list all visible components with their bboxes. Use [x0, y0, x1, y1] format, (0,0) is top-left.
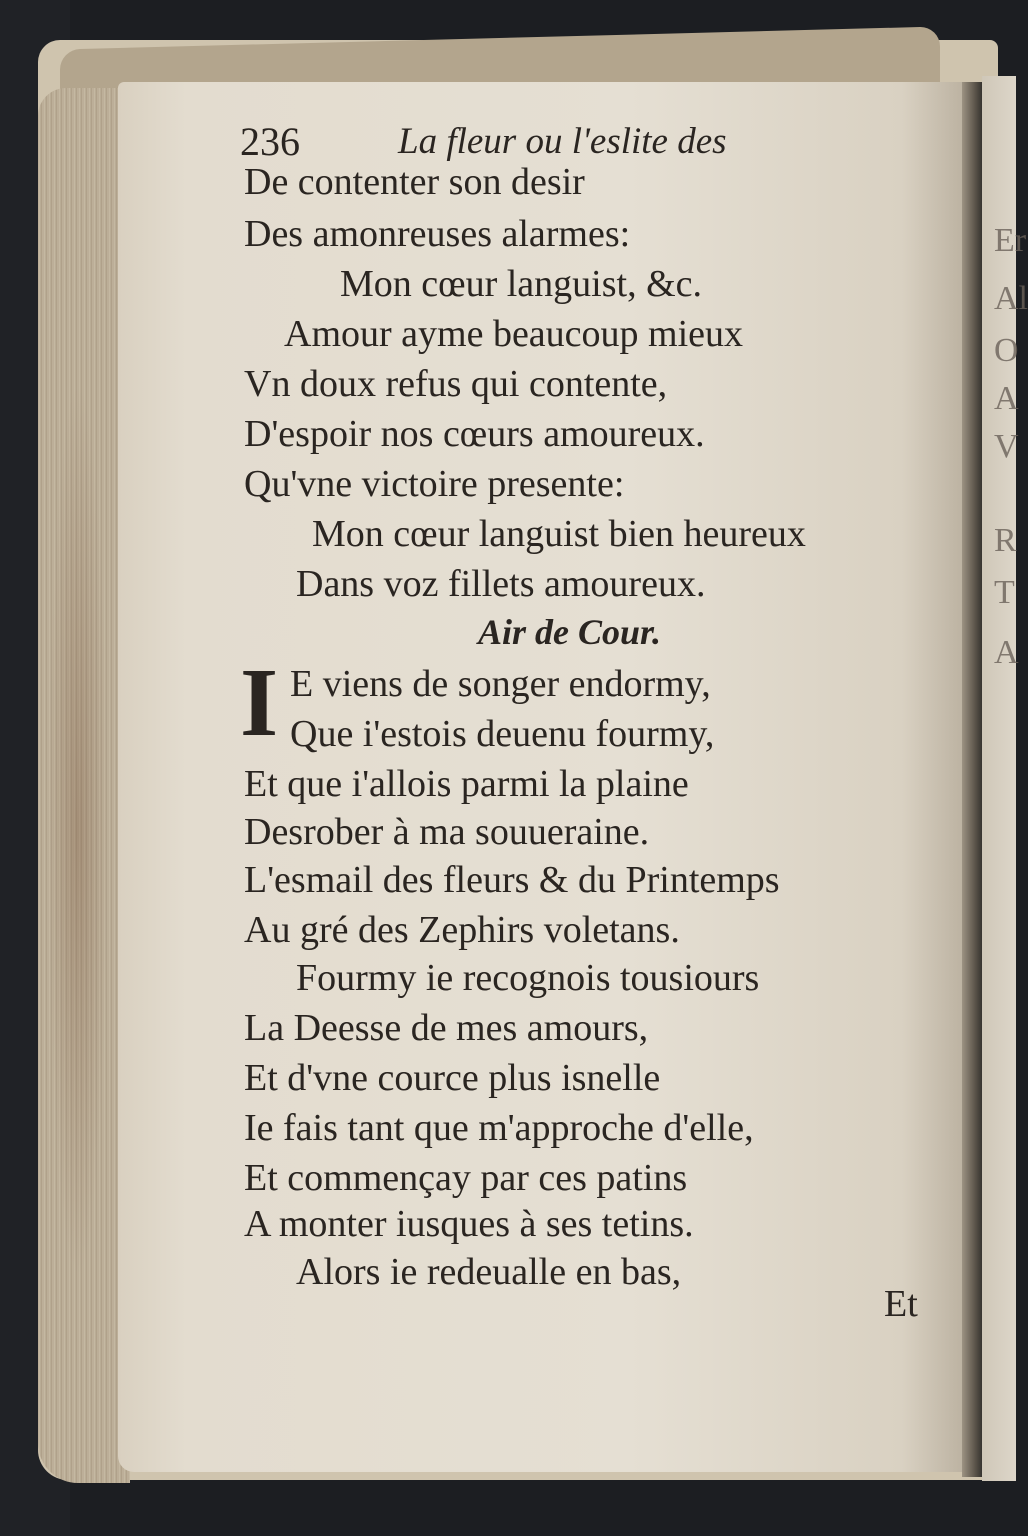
- edge-stain: [48, 380, 108, 1280]
- facing-fragment: Al: [994, 280, 1028, 317]
- drop-cap: I: [240, 649, 279, 757]
- poem-line: Et que i'allois parmi la plaine: [244, 763, 689, 805]
- poem-line: Dans voz fillets amoureux.: [296, 563, 706, 605]
- catchword: Et: [884, 1283, 918, 1325]
- poem-line: Vn doux refus qui contente,: [244, 363, 668, 405]
- poem-line: D'espoir nos cœurs amoureux.: [244, 413, 705, 455]
- poem-line: Amour ayme beaucoup mieux: [284, 313, 744, 355]
- facing-fragment: A: [994, 380, 1019, 417]
- poem-line: L'esmail des fleurs & du Printemps: [244, 859, 780, 901]
- facing-page-strip: [982, 76, 1028, 1481]
- poem-line: Et d'vne cource plus isnelle: [244, 1057, 661, 1099]
- poem-line: Et commençay par ces patins: [244, 1157, 688, 1199]
- facing-fragment: O: [994, 332, 1019, 369]
- page-number: 236: [240, 119, 300, 164]
- poem-line: Alors ie redeualle en bas,: [296, 1251, 682, 1293]
- poem-line: De contenter son desir: [244, 161, 585, 203]
- poem-line: Ie fais tant que m'approche d'elle,: [244, 1107, 754, 1149]
- poem-line: Des amonreuses alarmes:: [244, 213, 631, 255]
- refrain-line: Mon cœur languist, &c.: [340, 263, 703, 305]
- section-heading: Air de Cour.: [478, 612, 662, 652]
- poem-line: A monter iusques à ses tetins.: [244, 1203, 694, 1245]
- poem-line: Que i'estois deuenu fourmy,: [290, 713, 715, 755]
- poem-line: Au gré des Zephirs voletans.: [244, 909, 680, 951]
- running-title: La fleur ou l'eslite des: [398, 121, 727, 162]
- poem-line: E viens de songer endormy,: [290, 663, 711, 705]
- facing-fragment: Er: [994, 222, 1027, 259]
- gutter-shadow: [962, 82, 984, 1477]
- facing-fragment: T: [994, 574, 1015, 611]
- poem-line: Fourmy ie recognois tousiours: [296, 957, 760, 999]
- poem-line: La Deesse de mes amours,: [244, 1007, 649, 1049]
- facing-fragment: R: [994, 522, 1017, 559]
- facing-fragment: A: [994, 634, 1019, 671]
- poem-line: Mon cœur languist bien heureux: [312, 513, 806, 555]
- poem-line: Desrober à ma souueraine.: [244, 811, 650, 853]
- poem-line: Qu'vne victoire presente:: [244, 463, 625, 505]
- facing-fragment: V: [994, 428, 1019, 465]
